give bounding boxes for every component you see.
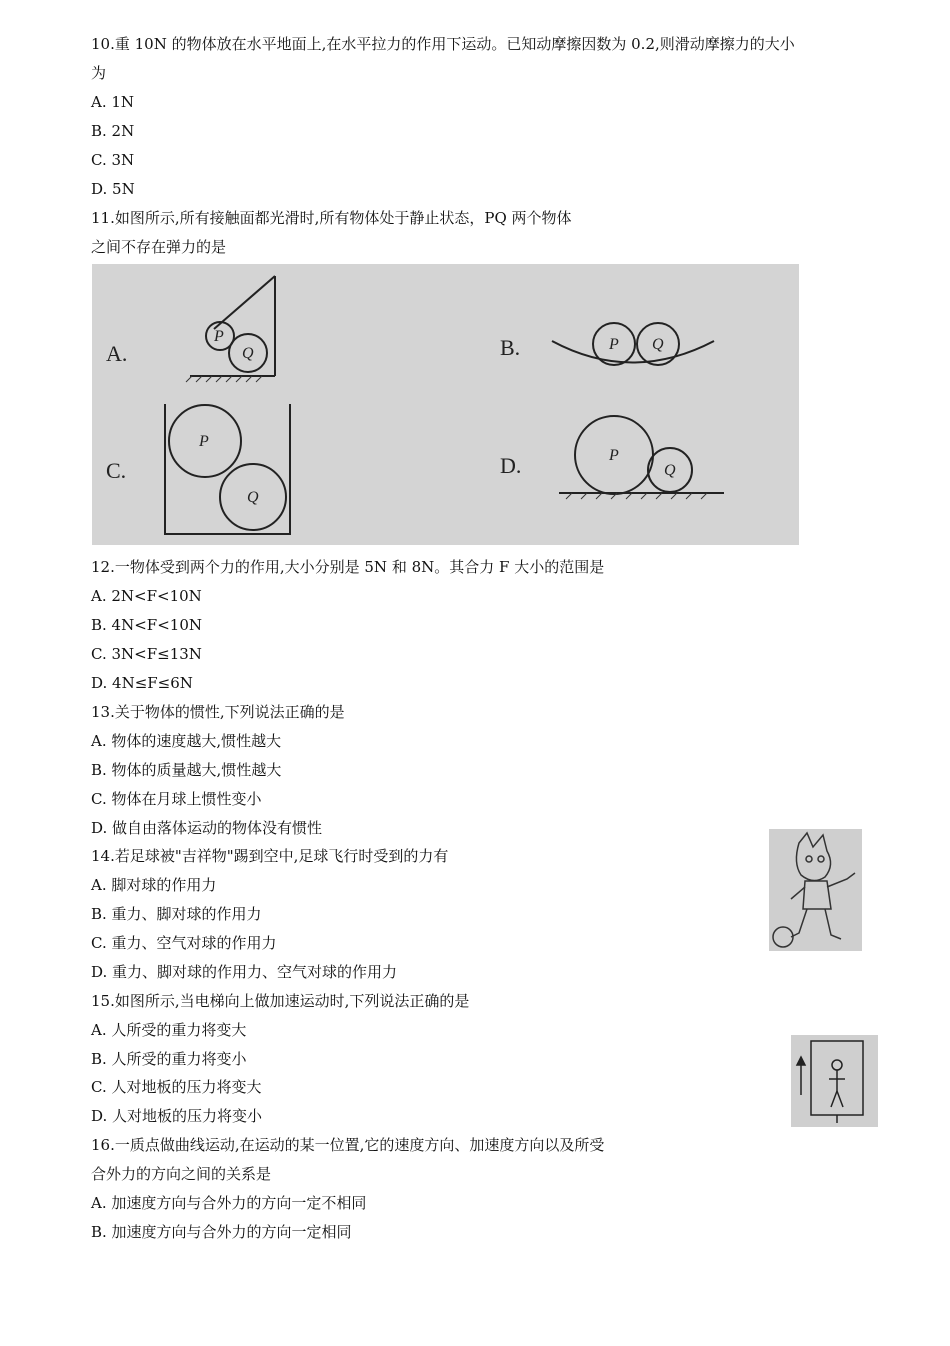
q16-option-b: B. 加速度方向与合外力的方向一定相同 — [91, 1223, 352, 1241]
q10-option-c: C. 3N — [91, 151, 135, 169]
mascot-body — [803, 881, 831, 909]
q15-option-d: D. 人对地板的压力将变小 — [91, 1107, 263, 1125]
fig-a-p-label: P — [214, 328, 224, 345]
fig-c-p-label: P — [199, 433, 209, 450]
mascot-arm — [827, 873, 855, 887]
q12-stem: 12.一物体受到两个力的作用,大小分别是 5N 和 8N。其合力 F 大小的范围是 — [91, 558, 605, 576]
fig-b-q-label: Q — [652, 336, 664, 353]
elevator-drawing — [791, 1035, 878, 1127]
q11-stem-cont: 之间不存在弹力的是 — [91, 238, 227, 256]
q10-option-a: A. 1N — [91, 93, 135, 111]
fig-d-p-label: P — [609, 447, 619, 464]
fig-a-q-label: Q — [242, 345, 254, 362]
q15-stem: 15.如图所示,当电梯向上做加速运动时,下列说法正确的是 — [91, 992, 470, 1010]
fig-label-d: D. — [500, 453, 522, 478]
q15-option-c: C. 人对地板的压力将变大 — [91, 1078, 262, 1096]
q14-option-b: B. 重力、脚对球的作用力 — [91, 905, 262, 923]
fig-c-q-label: Q — [247, 489, 259, 506]
q10-option-d: D. 5N — [91, 180, 135, 198]
q13-option-c: C. 物体在月球上惯性变小 — [91, 790, 262, 808]
q10-stem: 10.重 10N 的物体放在水平地面上,在水平拉力的作用下运动。已知动摩擦因数为 0.2,则滑动摩擦力的大小 — [91, 35, 795, 53]
q12-option-d: D. 4N≤F≤6N — [91, 674, 193, 692]
q12-option-b: B. 4N<F<10N — [91, 616, 202, 634]
q12-option-a: A. 2N<F<10N — [91, 587, 202, 605]
person-head — [832, 1060, 842, 1070]
q14-option-d: D. 重力、脚对球的作用力、空气对球的作用力 — [91, 963, 398, 981]
fig-label-c: C. — [106, 458, 127, 483]
mascot-drawing — [769, 829, 862, 951]
q12-option-c: C. 3N<F≤13N — [91, 645, 202, 663]
q15-option-b: B. 人所受的重力将变小 — [91, 1050, 247, 1068]
q14-option-a: A. 脚对球的作用力 — [91, 876, 217, 894]
q11-figure-drawing — [92, 264, 799, 545]
q13-stem: 13.关于物体的惯性,下列说法正确的是 — [91, 703, 345, 721]
q10-option-b: B. 2N — [91, 122, 135, 140]
q14-stem: 14.若足球被"吉祥物"踢到空中,足球飞行时受到的力有 — [91, 847, 449, 865]
q13-option-a: A. 物体的速度越大,惯性越大 — [91, 732, 282, 750]
q11-figure — [92, 264, 799, 545]
fig-b-p-label: P — [609, 336, 619, 353]
q10-stem-cont: 为 — [91, 64, 107, 82]
q16-stem-cont: 合外力的方向之间的关系是 — [91, 1165, 272, 1183]
elevator-image — [791, 1035, 878, 1127]
q16-stem: 16.一质点做曲线运动,在运动的某一位置,它的速度方向、加速度方向以及所受 — [91, 1136, 605, 1154]
football-icon — [773, 927, 793, 947]
fig-label-a: A. — [106, 341, 128, 366]
mascot-head — [796, 833, 830, 881]
fig-label-b: B. — [500, 335, 521, 360]
q11-stem: 11.如图所示,所有接触面都光滑时,所有物体处于静止状态，PQ 两个物体 — [91, 209, 572, 227]
mascot-leg — [791, 909, 807, 937]
q13-option-b: B. 物体的质量越大,惯性越大 — [91, 761, 282, 779]
q13-option-d: D. 做自由落体运动的物体没有惯性 — [91, 819, 323, 837]
mascot-image — [769, 829, 862, 951]
fig-d-q-label: Q — [664, 462, 676, 479]
q15-option-a: A. 人所受的重力将变大 — [91, 1021, 247, 1039]
q16-option-a: A. 加速度方向与合外力的方向一定不相同 — [91, 1194, 367, 1212]
fig-a-rope — [214, 276, 275, 329]
q14-option-c: C. 重力、空气对球的作用力 — [91, 934, 277, 952]
